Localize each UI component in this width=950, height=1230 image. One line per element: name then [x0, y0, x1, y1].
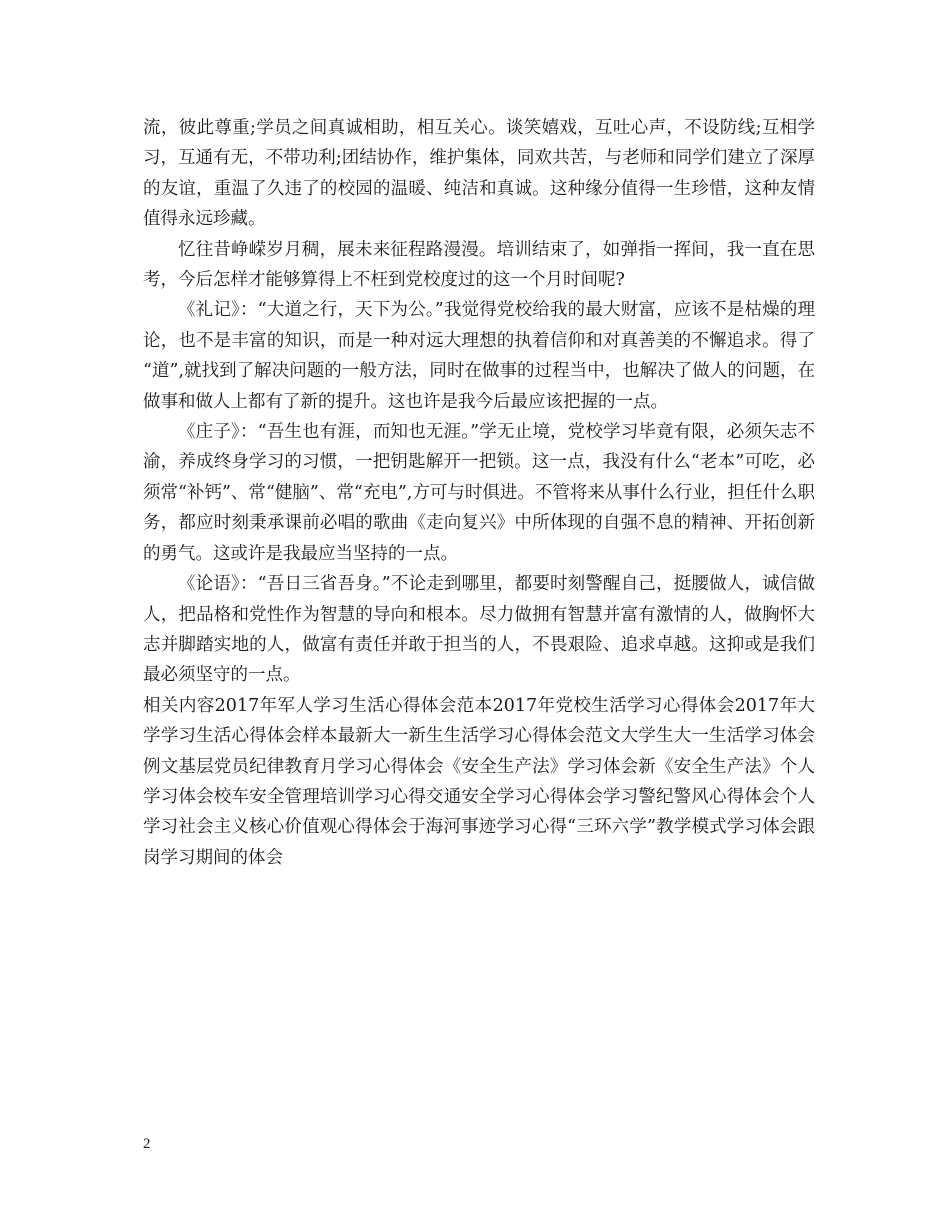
- paragraph-related-content: 相关内容2017年军人学习生活心得体会范本2017年党校生活学习心得体会2017年大学学习生活心得体会样本最新大一新生生活学习心得体会范文大学生大一生活学习体会例文基层党员纪律教育月学习心得体会《安全生产法》学习体会新《安全生产法》个人学习体会校车安全管理培训学习心得交通安全学习心得体会学习警纪警风心得体会个人学习社会主义核心价值观心得体会于海河事迹学习心得“三环六学”教学模式学习体会跟岗学习期间的体会: [143, 695, 815, 868]
- paragraph-zhuangzi: 《庄子》：“吾生也有涯，而知也无涯。”学无止境，党校学习毕竟有限，必须矢志不渝，养成终身学习的习惯，一把钥匙解开一把锁。这一点，我没有什么“老本”可吃，必须常“补钙”、常“健脑”、常“充电”,方可与时俱进。不管将来从事什么行业，担任什么职务，都应时刻秉承课前必唱的歌曲《走向复兴》中所体现的自强不息的精神、开拓创新的勇气。这或许是我最应当坚持的一点。: [143, 422, 815, 564]
- paragraph-friendship: 流，彼此尊重;学员之间真诚相助，相互关心。谈笑嬉戏，互吐心声，不设防线;互相学习，互通有无，不带功利;团结协作，维护集体，同欢共苦，与老师和同学们建立了深厚的友谊，重温了久违了的校园的温暖、纯洁和真诚。这种缘分值得一生珍惜，这种友情值得永远珍藏。: [143, 118, 815, 230]
- paragraph-lunyu: 《论语》：“吾日三省吾身。”不论走到哪里，都要时刻警醒自己，挺腰做人，诚信做人，把品格和党性作为智慧的导向和根本。尽力做拥有智慧并富有激情的人，做胸怀大志并脚踏实地的人，做富有责任并敢于担当的人，不畏艰险、追求卓越。这抑或是我们最必须坚守的一点。: [143, 574, 815, 686]
- paragraph-liji: 《礼记》：“大道之行，天下为公。”我觉得党校给我的最大财富，应该不是枯燥的理论，也不是丰富的知识，而是一种对远大理想的执着信仰和对真善美的不懈追求。得了“道”,就找到了解决问题的一般方法，同时在做事的过程当中，也解决了做人的问题，在做事和做人上都有了新的提升。这也许是我今后最应该把握的一点。: [143, 300, 815, 412]
- page-number: 2: [143, 1136, 151, 1152]
- paragraph-reflection: 忆往昔峥嵘岁月稠，展未来征程路漫漫。培训结束了，如弹指一挥间，我一直在思考，今后怎样才能够算得上不枉到党校度过的这一个月时间呢?: [143, 239, 815, 291]
- document-body: [143, 113, 815, 873]
